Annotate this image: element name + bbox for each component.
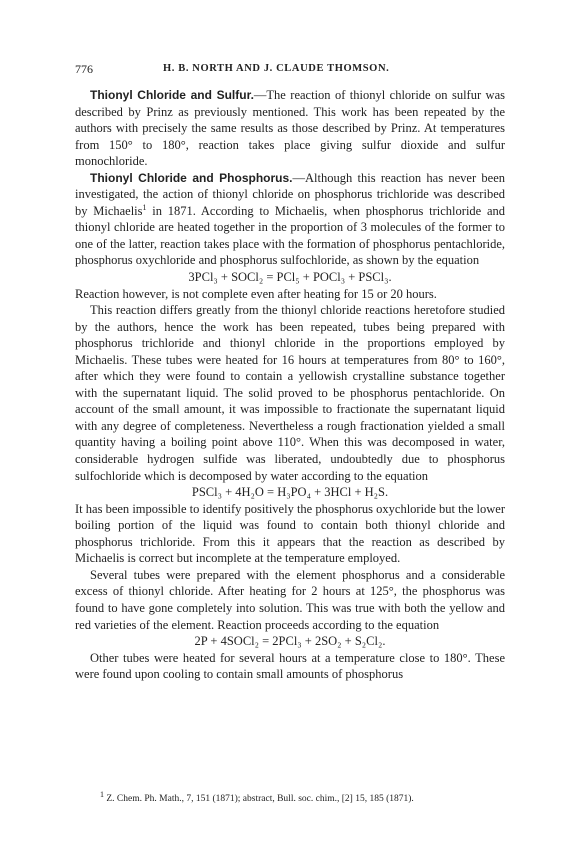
paragraph-sulfur [75,87,505,170]
equation-2: PSCl₃ + 4H₂O = H₃PO₄ + 3HCl + H₂S. [191,485,389,500]
running-title: H. B. NORTH AND J. CLAUDE THOMSON. [163,63,390,74]
footnote [100,789,520,805]
paragraph-identification: It has been impossible to identify positively the phosphorus oxychloride but the lower boiling portion of the liquid was found to contain both thionyl chloride and phosphorus trichloride. From this it appears that the reaction as described by Michaelis is correct but incomplete at the temperature employed. [75,501,505,566]
footnote-text: Z. Chem. Ph. Math., 7, 151 (1871); abstract, Bull. soc. chim., [2] 15, 185 (1871). [106,794,414,804]
paragraph-text: —The reaction of thionyl chloride on sulfur was described by Prinz as previously mentioned. This work has been repeated by the authors with precisely the same results as those described by Prinz. At temperatures from 150° to 180°, reaction takes place giving sulfur dioxide and sulfur monochloride. [75,88,505,169]
page-number: 776 [75,62,93,76]
paragraph-element-phosphorus: Several tubes were prepared with the element phosphorus and a considerable excess of thionyl chloride. After heating for 2 hours at 125°, the phosphorus was found to have gone completely into solution. This was true with both the yellow and red varieties of the element. Reaction proceeds according to the equation [75,567,505,632]
paragraph-incomplete-reaction: Reaction however, is not complete even after heating for 15 or 20 hours. [75,286,437,301]
paragraph-other-tubes: Other tubes were heated for several hours at a temperature close to 180°. These were found upon cooling to contain small amounts of phosphorus [75,650,505,682]
paragraph-text: —Although this reaction has never been investigated, the action of thionyl chloride on phosphorus trichloride was described by Michaelis [75,170,505,218]
section-heading-phosphorus: Thionyl Chloride and Phosphorus. [90,170,293,185]
page-header [75,62,505,78]
paragraph-phosphorus [75,170,505,269]
equation-3: 2P + 4SOCl₂ = 2PCl₃ + 2SO₂ + S₂Cl₂. [194,634,386,649]
footnote-mark: 1 [100,789,104,799]
paragraph-text: in 1871. According to Michaelis, when phosphorus trichloride and thionyl chloride are heated together in the proportion of 3 molecules of the former to one of the latter, reaction takes place with the formation of phosphorus pentachloride, phosphorus oxychloride and phosphorus sulfochloride, as shown by the equation [75,203,505,268]
footnote-reference: 1 [142,202,147,212]
section-heading-sulfur: Thionyl Chloride and Sulfur. [90,88,254,102]
equation-1: 3PCl₃ + SOCl₂ = PCl₅ + POCl₃ + PSCl₃. [188,270,392,285]
article-body [75,87,505,683]
paragraph-experiment: This reaction differs greatly from the thionyl chloride reactions heretofore studied by the authors, hence the work has been repeated, tubes being prepared with phosphorus trichloride and thionyl chloride in the proportions employed by Michaelis. These tubes were heated for 16 hours at temperatures from 80° to 160°, after which they were found to contain a yellowish crystalline substance together with the supernatant liquid. The solid proved to be phosphorus pentachloride. On account of the small amount, it was impossible to fractionate the supernatant liquid with any degree of completeness. Nevertheless a rough fractionation yielded a small quantity having a boiling point above 110°. When this was decomposed in water, considerable hydrogen sulfide was liberated, undoubtedly due to phosphorus sulfochloride which is decomposed by water according to the equation [75,303,505,483]
